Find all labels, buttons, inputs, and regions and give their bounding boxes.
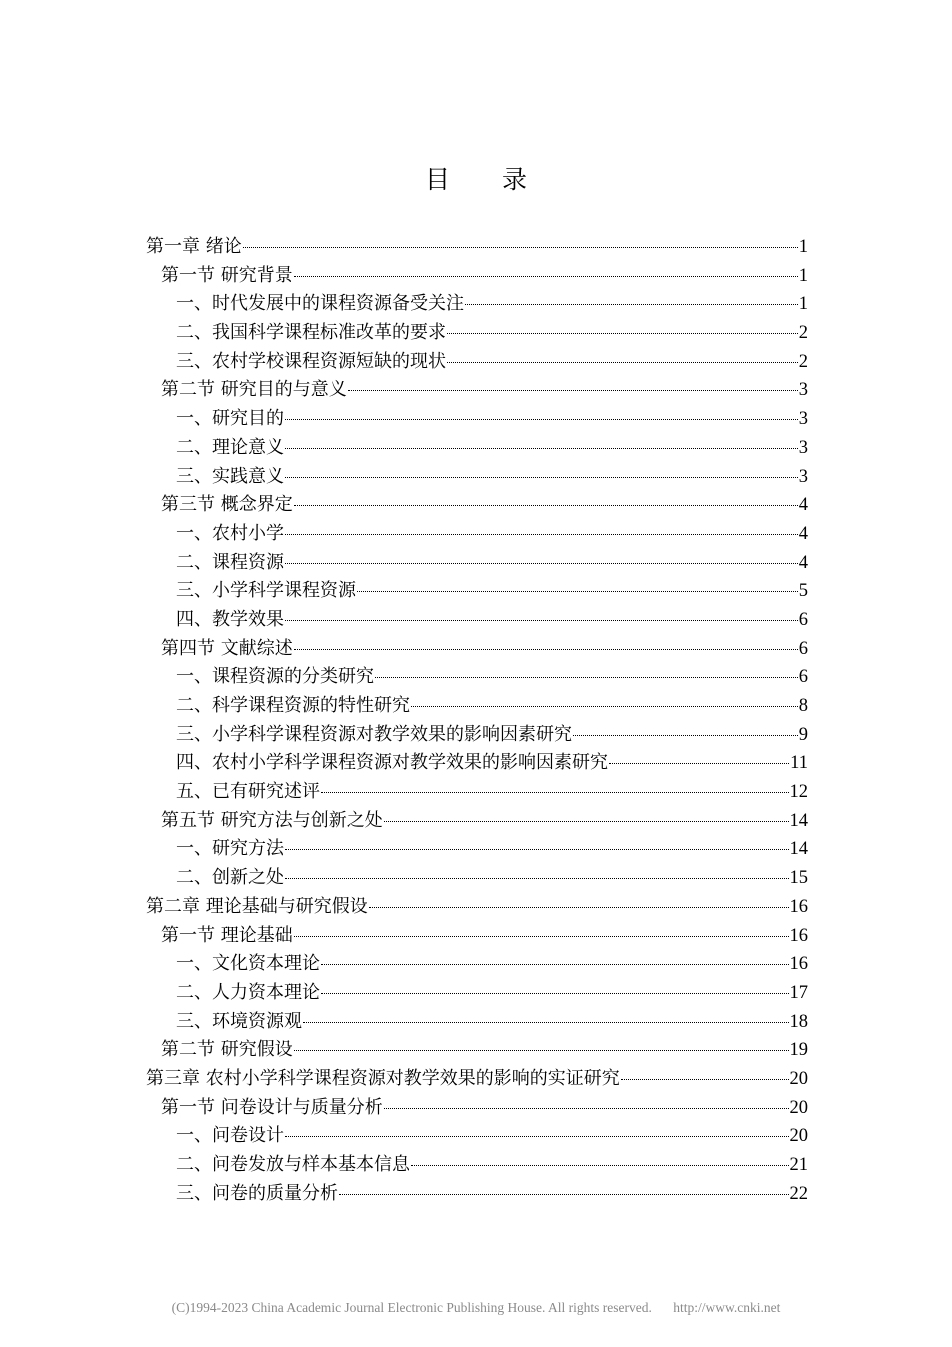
toc-entry-page: 20: [789, 1097, 808, 1118]
dot-leader: [621, 1079, 789, 1080]
toc-entry[interactable]: [146, 692, 808, 721]
toc-entry[interactable]: [146, 463, 808, 492]
toc-entry-label: 一、研究方法: [176, 838, 284, 860]
dot-leader: [285, 563, 798, 564]
dot-leader: [321, 964, 789, 965]
toc-entry-label: 二、人力资本理论: [176, 981, 320, 1003]
toc-entry[interactable]: [146, 577, 808, 606]
toc-entry-label: 第一节 理论基础: [161, 924, 293, 946]
toc-entry-label: 一、时代发展中的课程资源备受关注: [176, 293, 464, 315]
toc-entry-label: 三、小学科学课程资源对教学效果的影响因素研究: [176, 723, 572, 745]
toc-entry-label: 第一节 研究背景: [161, 264, 293, 286]
toc-entry[interactable]: [146, 749, 808, 778]
toc-entry-label: 一、课程资源的分类研究: [176, 666, 374, 688]
toc-entry-label: 三、问卷的质量分析: [176, 1182, 338, 1204]
toc-entry[interactable]: [146, 979, 808, 1008]
toc-entry[interactable]: [146, 835, 808, 864]
dot-leader: [285, 419, 798, 420]
footer-url: http://www.cnki.net: [673, 1300, 781, 1315]
dot-leader: [294, 649, 798, 650]
toc-entry[interactable]: [146, 807, 808, 836]
toc-entry-label: 三、环境资源观: [176, 1010, 302, 1032]
toc-entry-label: 二、我国科学课程标准改革的要求: [176, 322, 446, 344]
dot-leader: [411, 1165, 789, 1166]
table-of-contents: [146, 233, 808, 1208]
toc-entry-page: 4: [798, 523, 808, 544]
toc-entry-page: 15: [789, 868, 808, 889]
toc-entry-label: 二、问卷发放与样本基本信息: [176, 1154, 410, 1175]
toc-entry[interactable]: [146, 262, 808, 291]
dot-leader: [321, 792, 789, 793]
toc-entry-page: 1: [798, 265, 808, 286]
toc-entry[interactable]: [146, 1008, 808, 1037]
toc-entry-label: 一、农村小学: [176, 522, 284, 544]
toc-entry-page: 21: [789, 1155, 808, 1175]
toc-entry-page: 6: [798, 638, 808, 659]
toc-entry-page: 3: [798, 437, 808, 458]
toc-entry-label: 第五节 研究方法与创新之处: [161, 809, 383, 831]
dot-leader: [285, 448, 798, 449]
toc-entry[interactable]: [146, 376, 808, 405]
dot-leader: [285, 534, 798, 535]
toc-entry[interactable]: [146, 491, 808, 520]
toc-entry[interactable]: [146, 520, 808, 549]
toc-entry[interactable]: [146, 290, 808, 319]
toc-entry-label: 一、文化资本理论: [176, 953, 320, 975]
dot-leader: [411, 706, 798, 707]
toc-entry-page: 12: [789, 782, 808, 803]
toc-entry-page: 3: [798, 409, 808, 430]
toc-entry[interactable]: [146, 635, 808, 664]
toc-entry-label: 一、问卷设计: [176, 1125, 284, 1147]
toc-entry-page: 4: [798, 552, 808, 573]
toc-entry-label: 第三节 概念界定: [161, 494, 293, 516]
toc-entry-label: 第二章 理论基础与研究假设: [146, 895, 368, 917]
dot-leader: [285, 477, 798, 478]
dot-leader: [243, 247, 798, 248]
toc-entry[interactable]: [146, 434, 808, 463]
dot-leader: [348, 390, 798, 391]
dot-leader: [303, 1022, 789, 1023]
toc-entry-label: 第二节 研究目的与意义: [161, 379, 347, 401]
toc-entry[interactable]: [146, 405, 808, 434]
toc-entry-label: 四、农村小学科学课程资源对教学效果的影响因素研究: [176, 752, 608, 774]
toc-entry-label: 第四节 文献综述: [161, 637, 293, 659]
toc-entry[interactable]: [146, 549, 808, 578]
dot-leader: [294, 936, 789, 937]
toc-entry[interactable]: [146, 1036, 808, 1065]
toc-entry-page: 14: [789, 810, 808, 831]
toc-entry-page: 11: [790, 753, 808, 774]
toc-entry-page: 16: [789, 925, 808, 946]
dot-leader: [447, 333, 798, 334]
toc-entry[interactable]: [146, 663, 808, 692]
toc-entry-label: 第一节 问卷设计与质量分析: [161, 1096, 383, 1118]
dot-leader: [384, 821, 789, 822]
toc-entry-page: 17: [789, 982, 808, 1003]
toc-entry[interactable]: [146, 1180, 808, 1209]
dot-leader: [285, 1136, 789, 1137]
toc-entry-page: 6: [798, 667, 808, 688]
toc-entry-label: 三、小学科学课程资源: [176, 580, 356, 602]
toc-entry-page: 20: [789, 1068, 808, 1089]
dot-leader: [285, 620, 798, 621]
toc-entry[interactable]: [146, 1065, 808, 1094]
toc-entry-label: 二、理论意义: [176, 436, 284, 458]
toc-entry-label: 五、已有研究述评: [176, 781, 320, 803]
toc-entry-label: 三、农村学校课程资源短缺的现状: [176, 350, 446, 372]
toc-entry-page: 16: [789, 896, 808, 917]
toc-entry-page: 3: [798, 466, 808, 487]
dot-leader: [609, 763, 789, 764]
toc-entry-page: 6: [798, 609, 808, 630]
toc-entry[interactable]: [146, 319, 808, 348]
toc-entry-label: 四、教学效果: [176, 608, 284, 630]
toc-entry-label: 二、科学课程资源的特性研究: [176, 695, 410, 716]
dot-leader: [384, 1108, 789, 1109]
toc-entry-label: 一、研究目的: [176, 408, 284, 430]
toc-entry[interactable]: [146, 864, 808, 893]
toc-entry-page: 14: [789, 839, 808, 860]
toc-entry[interactable]: [146, 1122, 808, 1151]
toc-entry-page: 2: [798, 323, 808, 344]
toc-entry-page: 9: [798, 724, 808, 745]
toc-entry-page: 4: [798, 495, 808, 516]
toc-entry-page: 3: [798, 380, 808, 401]
dot-leader: [357, 591, 798, 592]
page-title: 目 录: [425, 165, 549, 194]
dot-leader: [447, 362, 798, 363]
toc-entry-page: 19: [789, 1040, 808, 1061]
copyright-text: (C)1994-2023 China Academic Journal Electronic Publishing House. All rights reserved.: [171, 1300, 652, 1315]
dot-leader: [375, 677, 798, 678]
toc-entry[interactable]: [146, 893, 808, 922]
toc-entry[interactable]: [146, 922, 808, 951]
toc-entry-label: 二、创新之处: [176, 867, 284, 889]
toc-entry-page: 1: [798, 294, 808, 315]
toc-entry[interactable]: [146, 233, 808, 262]
dot-leader: [294, 1050, 789, 1051]
toc-entry-label: 二、课程资源: [176, 551, 284, 573]
dot-leader: [285, 878, 789, 879]
toc-entry-page: 5: [798, 581, 808, 602]
dot-leader: [321, 993, 789, 994]
toc-entry-page: 18: [789, 1011, 808, 1032]
toc-entry[interactable]: [146, 348, 808, 377]
dot-leader: [294, 505, 798, 506]
toc-entry[interactable]: [146, 950, 808, 979]
toc-entry[interactable]: [146, 778, 808, 807]
toc-entry-label: 第二节 研究假设: [161, 1039, 293, 1061]
copyright-footer: [0, 1300, 952, 1316]
toc-entry[interactable]: [146, 721, 808, 750]
toc-entry-page: 20: [789, 1126, 808, 1147]
toc-entry[interactable]: [146, 1151, 808, 1180]
toc-entry-page: 2: [798, 351, 808, 372]
toc-entry[interactable]: [146, 1094, 808, 1123]
dot-leader: [369, 907, 789, 908]
toc-entry-label: 三、实践意义: [176, 465, 284, 487]
dot-leader: [285, 849, 789, 850]
dot-leader: [339, 1194, 789, 1195]
dot-leader: [294, 276, 798, 277]
dot-leader: [465, 304, 798, 305]
toc-entry-page: 22: [789, 1183, 808, 1204]
toc-entry[interactable]: [146, 606, 808, 635]
toc-entry-label: 第一章 绪论: [146, 236, 242, 257]
toc-entry-label: 第三章 农村小学科学课程资源对教学效果的影响的实证研究: [146, 1067, 620, 1089]
toc-entry-page: 8: [798, 696, 808, 716]
toc-entry-page: 16: [789, 954, 808, 975]
toc-entry-page: 1: [798, 237, 808, 257]
dot-leader: [573, 735, 798, 736]
